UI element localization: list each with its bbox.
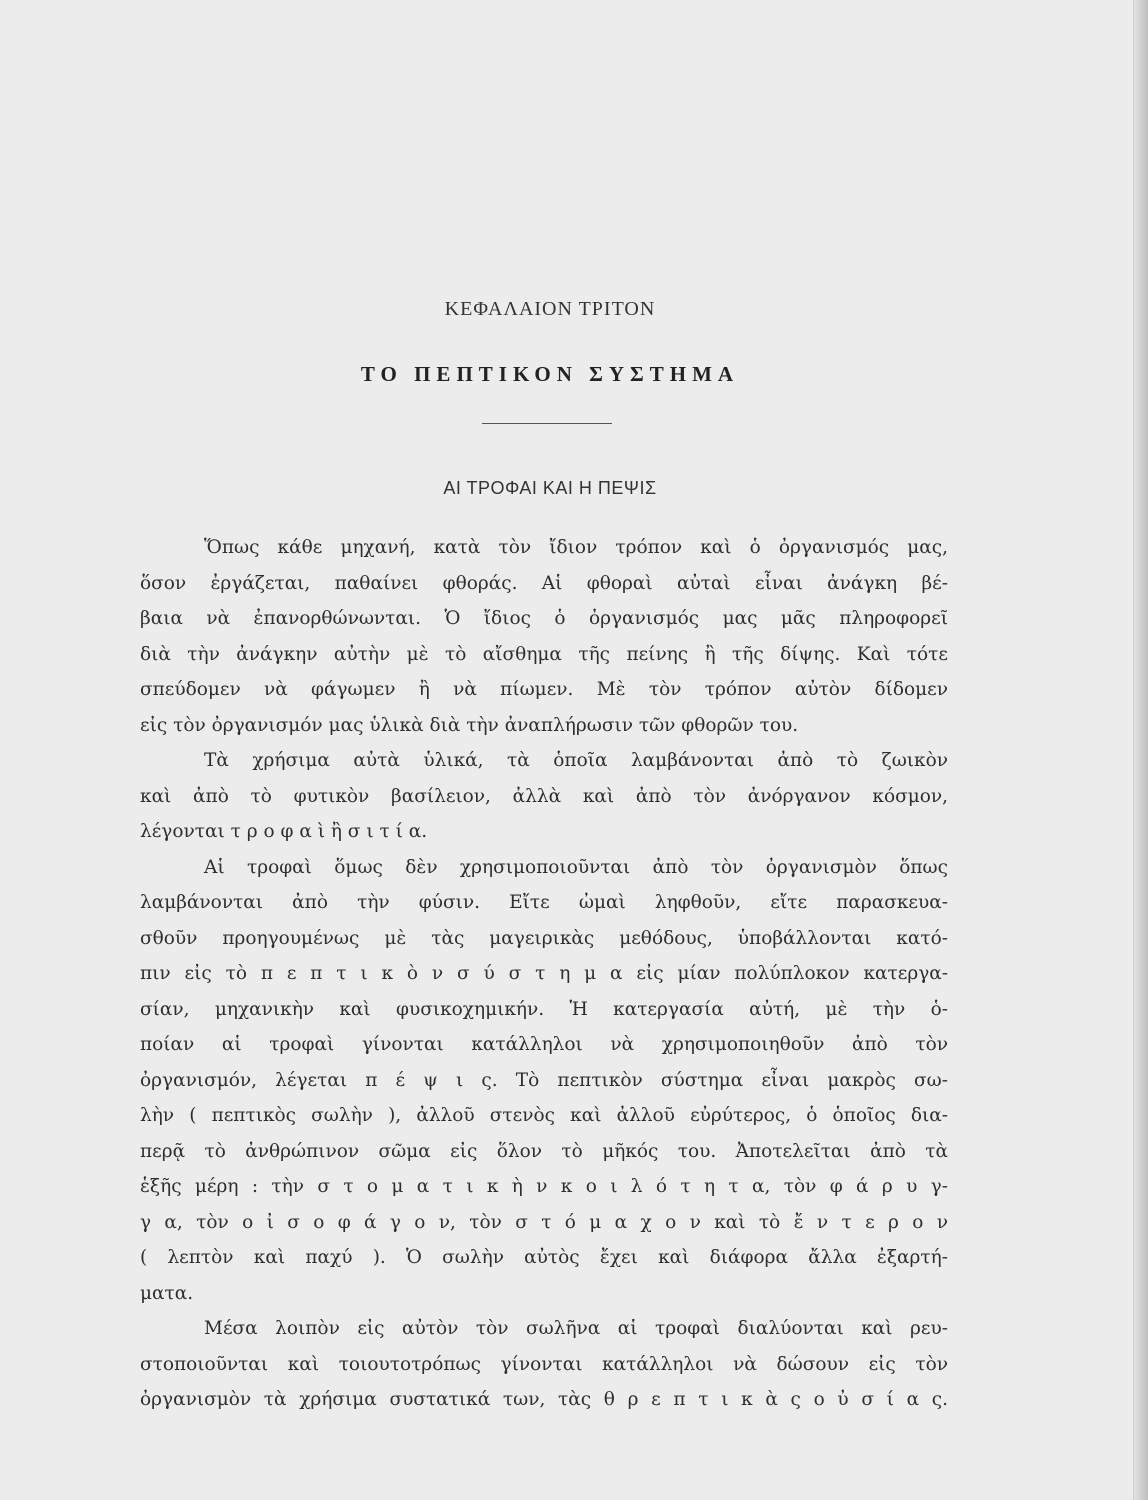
text-line: ὀργανισμόν, λέγεται π έ ψ ι ς. Τὸ πεπτικὸν σύστημα εἶναι μακρὸς σω-	[140, 1069, 948, 1091]
text-line: πιν εἰς τὸ π ε π τ ι κ ὸ ν σ ύ σ τ η μ α εἰς μίαν πολύπλοκον κατεργα-	[140, 963, 948, 984]
text-line: λὴν ( πεπτικὸς σωλὴν ), ἀλλοῦ στενὸς καὶ ἀλλοῦ εὐρύτερος, ὁ ὁποῖος δια-	[140, 1105, 948, 1126]
text-line: γ α, τὸν ο ἰ σ ο φ ά γ ο ν, τὸν σ τ ό μ α χ ο ν καὶ τὸ ἔ ν τ ε ρ ο ν	[140, 1211, 948, 1233]
text-line: σίαν, μηχανικὴν καὶ φυσικοχημικήν. Ἡ κατεργασία αὐτή, μὲ τὴν ὁ-	[140, 998, 948, 1020]
text-line: εἰς τὸν ὀργανισμόν μας ὑλικὰ διὰ τὴν ἀναπλήρωσιν τῶν φθορῶν του.	[140, 714, 799, 736]
text-line: ματα.	[140, 1282, 194, 1304]
text-line: ( λεπτὸν καὶ παχύ ). Ὁ σωλὴν αὐτὸς ἔχει καὶ διάφορα ἄλλα ἐξαρτή-	[140, 1247, 948, 1268]
chapter-label: ΚΕΦΑΛΑΙΟΝ ΤΡΙΤΟΝ	[444, 298, 656, 320]
body-text	[140, 530, 948, 1418]
text-line: ὀργανισμὸν τὰ χρήσιμα συστατικά των, τὰς θ ρ ε π τ ι κ ὰ ς ο ὐ σ ί α ς.	[140, 1389, 948, 1410]
text-line: διὰ τὴν ἀνάγκην αὐτὴν μὲ τὸ αἴσθημα τῆς πείνης ἢ τῆς δίψης. Καὶ τότε	[140, 643, 948, 665]
text-line: περᾷ τὸ ἀνθρώπινον σῶμα εἰς ὅλον τὸ μῆκός του. Ἀποτελεῖται ἀπὸ τὰ	[140, 1140, 948, 1162]
text-line: Ὅπως κάθε μηχανή, κατὰ τὸν ἴδιον τρόπον καὶ ὁ ὀργανισμός μας,	[204, 537, 948, 558]
text-line: Τὰ χρήσιμα αὐτὰ ὑλικά, τὰ ὁποῖα λαμβάνονται ἀπὸ τὸ ζωικὸν	[204, 750, 948, 771]
text-line: βαια νὰ ἐπανορθώνωνται. Ὁ ἴδιος ὁ ὀργανισμός μας μᾶς πληροφορεῖ	[140, 608, 948, 629]
text-line: Αἱ τροφαὶ ὅμως δὲν χρησιμοποιοῦνται ἀπὸ τὸν ὀργανισμὸν ὅπως	[204, 856, 948, 878]
text-line: σθοῦν προηγουμένως μὲ τὰς μαγειρικὰς μεθόδους, ὑποβάλλονται κατό-	[140, 927, 948, 949]
text-line: ὅσον ἐργάζεται, παθαίνει φθοράς. Αἱ φθοραὶ αὐταὶ εἶναι ἀνάγκη βέ-	[140, 572, 948, 594]
text-line: σπεύδομεν νὰ φάγωμεν ἢ νὰ πίωμεν. Μὲ τὸν τρόπον αὐτὸν δίδομεν	[140, 679, 948, 700]
page-binding-shadow	[1134, 0, 1148, 1500]
section-heading: ΑΙ ΤΡΟΦΑΙ ΚΑΙ Η ΠΕΨΙΣ	[443, 478, 657, 498]
text-line: λέγονται τ ρ ο φ α ὶ ἢ σ ι τ ί α.	[140, 821, 428, 842]
title-divider	[482, 423, 612, 424]
text-line: Μέσα λοιπὸν εἰς αὐτὸν τὸν σωλῆνα αἱ τροφαὶ διαλύονται καὶ ρευ-	[204, 1318, 948, 1339]
text-line: στοποιοῦνται καὶ τοιουτοτρόπως γίνονται κατάλληλοι νὰ δώσουν εἰς τὸν	[140, 1353, 948, 1375]
text-line: ἑξῆς μέρη : τὴν σ τ ο μ α τ ι κ ὴ ν κ ο ι λ ό τ η τ α, τὸν φ ά ρ υ γ-	[140, 1176, 948, 1197]
text-line: λαμβάνονται ἀπὸ τὴν φύσιν. Εἴτε ὠμαὶ ληφθοῦν, εἴτε παρασκευα-	[140, 892, 948, 913]
text-line: ποίαν αἱ τροφαὶ γίνονται κατάλληλοι νὰ χρησιμοποιηθοῦν ἀπὸ τὸν	[140, 1034, 948, 1055]
chapter-title: ΤΟ ΠΕΠΤΙΚΟΝ ΣΥΣΤΗΜΑ	[360, 362, 740, 386]
text-line: καὶ ἀπὸ τὸ φυτικὸν βασίλειον, ἀλλὰ καὶ ἀπὸ τὸν ἀνόργανον κόσμον,	[140, 785, 948, 807]
